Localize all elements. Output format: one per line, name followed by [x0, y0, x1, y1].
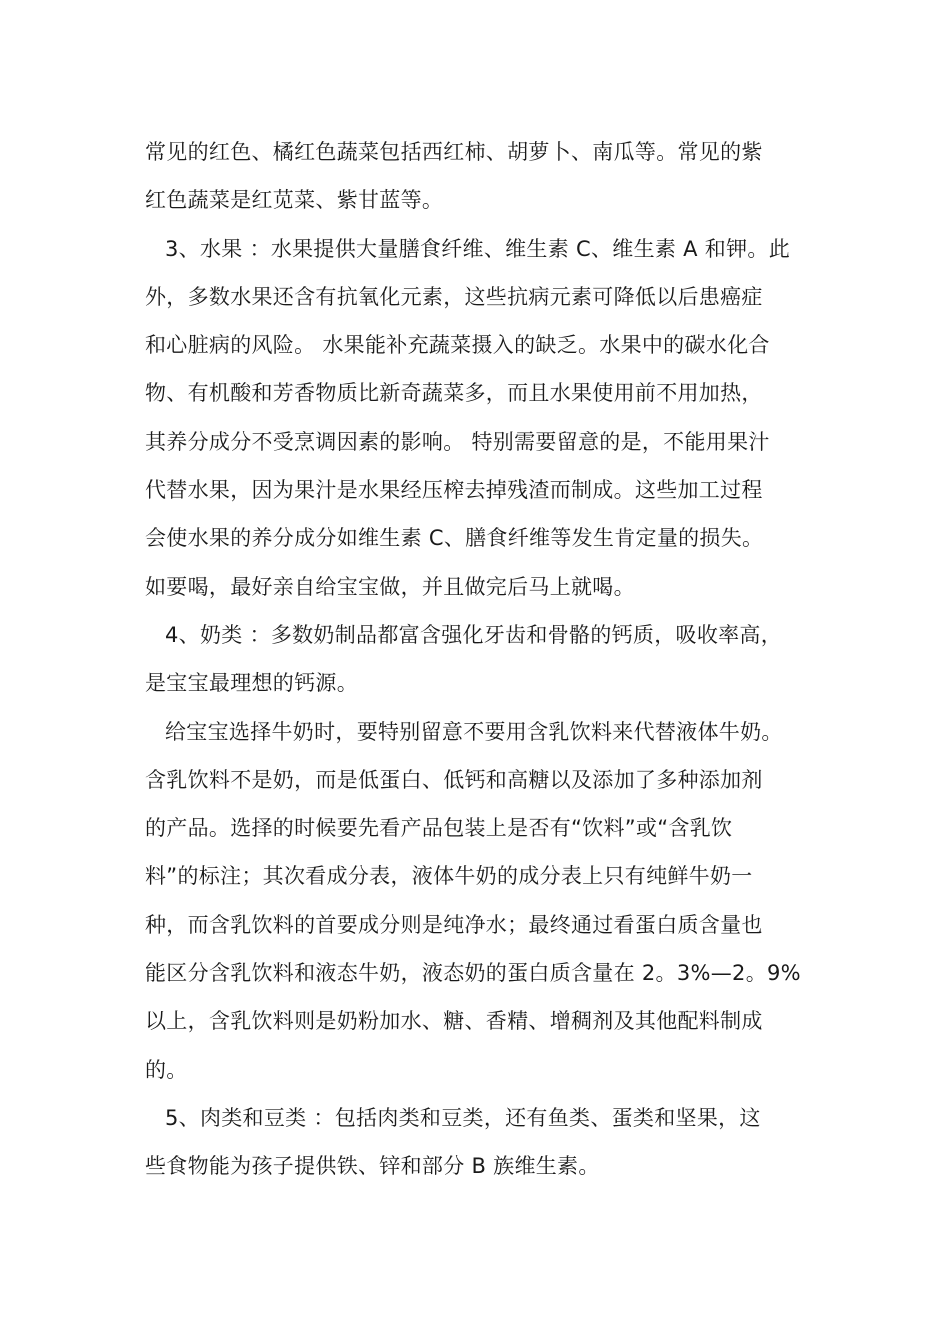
text-line: 红色蔬菜是红苋菜、紫甘蓝等。 [145, 188, 444, 213]
text-line: 些食物能为孩子提供铁、锌和部分 B 族维生素。 [145, 1154, 600, 1179]
text-line: 的。 [145, 1057, 188, 1082]
text-line: 外，多数水果还含有抗氧化元素，这些抗病元素可降低以后患癌症 [145, 284, 763, 309]
text-line: 能区分含乳饮料和液态牛奶，液态奶的蛋白质含量在 2。3%—2。9% [145, 961, 801, 986]
text-line: 其养分成分不受烹调因素的影响。 特别需要留意的是，不能用果汁 [145, 429, 770, 454]
text-line: 和心脏病的风险。 水果能补充蔬菜摄入的缺乏。水果中的碳水化合 [145, 333, 770, 358]
text-line: 以上，含乳饮料则是奶粉加水、糖、香精、增稠剂及其他配料制成 [145, 1009, 763, 1034]
text-line: 代替水果，因为果汁是水果经压榨去掉残渣而制成。这些加工过程 [145, 478, 763, 503]
text-line: 物、有机酸和芳香物质比新奇蔬菜多，而且水果使用前不用加热， [145, 381, 763, 406]
paragraph-start: 给宝宝选择牛奶时，要特别留意不要用含乳饮料来代替液体牛奶。 [165, 719, 783, 744]
text-line: 常见的红色、橘红色蔬菜包括西红柿、胡萝卜、南瓜等。常见的紫 [145, 140, 763, 164]
section-heading-meat-beans: 5、肉类和豆类 ：包括肉类和豆类，还有鱼类、蛋类和坚果，这 [165, 1105, 761, 1130]
text-line: 会使水果的养分成分如维生素 C、膳食纤维等发生肯定量的损失。 [145, 526, 764, 551]
text-line: 含乳饮料不是奶，而是低蛋白、低钙和高糖以及添加了多种添加剂 [145, 767, 763, 792]
text-line: 如要喝，最好亲自给宝宝做，并且做完后马上就喝。 [145, 574, 635, 599]
section-heading-dairy: 4、奶类 ：多数奶制品都富含强化牙齿和骨骼的钙质，吸收率高， [165, 622, 783, 647]
text-line: 的产品。选择的时候要先看产品包装上是否有“饮料”或“含乳饮 [145, 816, 733, 841]
body-text [145, 128, 815, 1191]
text-line: 种，而含乳饮料的首要成分则是纯净水；最终通过看蛋白质含量也 [145, 912, 763, 937]
section-heading-fruit: 3、水果 ：水果提供大量膳食纤维、维生素 C、维生素 A 和钾。此 [165, 236, 790, 261]
text-line: 是宝宝最理想的钙源。 [145, 671, 358, 696]
text-line: 料”的标注；其次看成分表，液体牛奶的成分表上只有纯鲜牛奶一 [145, 864, 753, 889]
